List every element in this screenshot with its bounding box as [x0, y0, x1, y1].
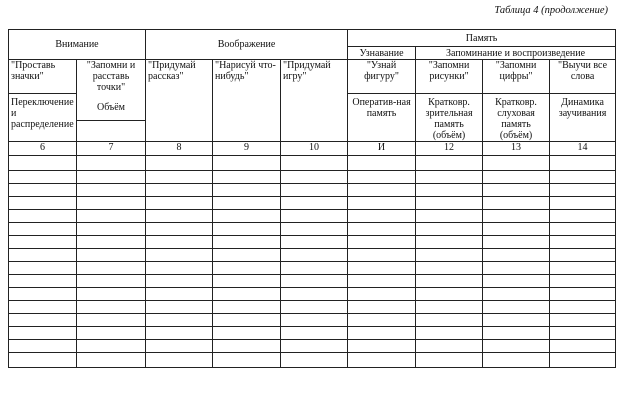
table-cell	[9, 197, 77, 210]
task-header: "Узнай фигуру"	[348, 60, 416, 94]
table-cell	[348, 301, 416, 314]
table-cell	[483, 249, 550, 262]
table-cell	[550, 210, 616, 223]
table-cell	[483, 353, 550, 368]
table-cell	[281, 197, 348, 210]
table-cell	[348, 223, 416, 236]
table-cell	[77, 301, 146, 314]
table-cell	[213, 184, 281, 197]
table-cell	[213, 197, 281, 210]
table-row	[9, 314, 616, 327]
task-header: "Выучи все слова	[550, 60, 616, 94]
ability-label: Кратковр. зрительная память (объём)	[416, 94, 483, 142]
table-cell	[213, 353, 281, 368]
table-cell	[146, 353, 213, 368]
table-cell	[281, 223, 348, 236]
table-cell	[416, 262, 483, 275]
table-cell	[213, 156, 281, 171]
table-cell	[213, 210, 281, 223]
group-memory: Память	[348, 30, 616, 47]
table-cell	[9, 249, 77, 262]
table-cell	[146, 210, 213, 223]
table-cell	[9, 275, 77, 288]
table-row	[9, 262, 616, 275]
table-cell	[146, 340, 213, 353]
table-row	[9, 197, 616, 210]
table-cell	[483, 156, 550, 171]
group-imagination: Воображение	[146, 30, 348, 60]
table-cell	[77, 121, 146, 142]
table-cell	[416, 236, 483, 249]
table-cell	[483, 288, 550, 301]
column-numbers-row	[9, 142, 616, 156]
table-row	[9, 171, 616, 184]
table-cell	[550, 171, 616, 184]
table-cell	[9, 262, 77, 275]
task-header-text: "Запомни и расставь точки"	[86, 60, 136, 93]
table-cell	[416, 301, 483, 314]
table-cell	[77, 171, 146, 184]
table-cell	[281, 301, 348, 314]
table-cell	[550, 249, 616, 262]
table-cell	[416, 249, 483, 262]
task-header: "Придумай рассказ"	[146, 60, 213, 142]
table-row	[9, 249, 616, 262]
task-header	[77, 60, 146, 121]
table-cell	[213, 301, 281, 314]
table-cell	[348, 197, 416, 210]
column-number: 6	[9, 142, 77, 156]
subgroup-recognition: Узнавание	[348, 47, 416, 60]
table-cell	[77, 353, 146, 368]
table-cell	[146, 301, 213, 314]
table-cell	[281, 314, 348, 327]
table-cell	[483, 236, 550, 249]
table-cell	[550, 236, 616, 249]
table-cell	[213, 236, 281, 249]
table-cell	[483, 327, 550, 340]
table-row	[9, 184, 616, 197]
table-row	[9, 340, 616, 353]
table-cell	[416, 223, 483, 236]
table-cell	[77, 210, 146, 223]
table-cell	[281, 262, 348, 275]
group-attention: Внимание	[9, 30, 146, 60]
table-cell	[550, 288, 616, 301]
table-row	[9, 236, 616, 249]
results-table	[8, 29, 616, 368]
column-number: 9	[213, 142, 281, 156]
table-cell	[77, 197, 146, 210]
table-cell	[213, 249, 281, 262]
table-cell	[146, 249, 213, 262]
column-number: 7	[77, 142, 146, 156]
table-cell	[348, 249, 416, 262]
table-cell	[281, 249, 348, 262]
table-cell	[550, 197, 616, 210]
table-cell	[77, 288, 146, 301]
table-cell	[213, 223, 281, 236]
table-cell	[416, 340, 483, 353]
table-cell	[77, 340, 146, 353]
table-cell	[348, 314, 416, 327]
column-number: 10	[281, 142, 348, 156]
table-cell	[416, 197, 483, 210]
table-cell	[77, 249, 146, 262]
table-cell	[550, 327, 616, 340]
task-header: "Нарисуй что-нибудь"	[213, 60, 281, 142]
table-cell	[77, 262, 146, 275]
table-cell	[281, 171, 348, 184]
table-cell	[281, 327, 348, 340]
table-cell	[9, 171, 77, 184]
table-cell	[146, 262, 213, 275]
table-cell	[348, 236, 416, 249]
table-cell	[550, 262, 616, 275]
table-cell	[416, 184, 483, 197]
table-cell	[281, 210, 348, 223]
table-cell	[77, 184, 146, 197]
table-cell	[9, 327, 77, 340]
table-cell	[281, 288, 348, 301]
table-cell	[281, 275, 348, 288]
table-cell	[416, 314, 483, 327]
table-cell	[483, 262, 550, 275]
column-number: 12	[416, 142, 483, 156]
table-cell	[550, 301, 616, 314]
table-cell	[483, 171, 550, 184]
table-cell	[213, 327, 281, 340]
table-cell	[483, 223, 550, 236]
table-cell	[9, 353, 77, 368]
table-row	[9, 288, 616, 301]
table-cell	[9, 288, 77, 301]
column-number: 14	[550, 142, 616, 156]
table-cell	[416, 275, 483, 288]
table-cell	[348, 184, 416, 197]
table-cell	[348, 171, 416, 184]
table-row	[9, 301, 616, 314]
table-cell	[483, 210, 550, 223]
table-cell	[281, 184, 348, 197]
table-cell	[550, 184, 616, 197]
table-cell	[483, 197, 550, 210]
table-cell	[483, 301, 550, 314]
table-cell	[550, 314, 616, 327]
task-header: "Придумай игру"	[281, 60, 348, 142]
task-header: "Запомни рисунки"	[416, 60, 483, 94]
table-cell	[416, 327, 483, 340]
table-cell	[146, 197, 213, 210]
table-cell	[550, 223, 616, 236]
table-cell	[146, 223, 213, 236]
table-cell	[348, 262, 416, 275]
table-cell	[146, 327, 213, 340]
table-cell	[348, 275, 416, 288]
table-row	[9, 353, 616, 368]
table-cell	[146, 236, 213, 249]
table-cell	[281, 340, 348, 353]
table-cell	[348, 353, 416, 368]
table-cell	[416, 288, 483, 301]
table-cell	[146, 275, 213, 288]
table-cell	[9, 223, 77, 236]
table-cell	[146, 171, 213, 184]
table-cell	[77, 314, 146, 327]
table-cell	[9, 156, 77, 171]
table-cell	[9, 236, 77, 249]
table-cell	[9, 210, 77, 223]
table-cell	[146, 156, 213, 171]
column-number: 13	[483, 142, 550, 156]
column-number: 8	[146, 142, 213, 156]
table-cell	[348, 327, 416, 340]
task-header: "Проставь значки"	[9, 60, 77, 94]
subgroup-memorizing: Запоминание и воспроизведение	[416, 47, 616, 60]
task-header: "Запомни цифры"	[483, 60, 550, 94]
table-cell	[416, 156, 483, 171]
table-cell	[77, 327, 146, 340]
table-cell	[77, 156, 146, 171]
table-caption: Таблица 4 (продолжение)	[494, 5, 608, 16]
table-cell	[483, 340, 550, 353]
table-cell	[416, 210, 483, 223]
table-cell	[77, 275, 146, 288]
column-number: И	[348, 142, 416, 156]
ability-label: Оператив-ная память	[348, 94, 416, 142]
table-cell	[213, 288, 281, 301]
table-cell	[9, 301, 77, 314]
table-cell	[348, 156, 416, 171]
table-cell	[483, 184, 550, 197]
table-cell	[416, 171, 483, 184]
table-cell	[9, 340, 77, 353]
table-cell	[281, 236, 348, 249]
table-cell	[213, 314, 281, 327]
table-row	[9, 156, 616, 171]
table-cell	[77, 236, 146, 249]
table-cell	[9, 184, 77, 197]
table-row	[9, 275, 616, 288]
table-cell	[146, 184, 213, 197]
ability-label: Кратковр. слуховая память (объём)	[483, 94, 550, 142]
table-cell	[77, 223, 146, 236]
table-cell	[9, 314, 77, 327]
table-cell	[146, 288, 213, 301]
ability-label: Объём	[97, 102, 125, 113]
table-cell	[550, 275, 616, 288]
table-cell	[213, 171, 281, 184]
table-cell	[213, 262, 281, 275]
table-cell	[348, 288, 416, 301]
table-cell	[483, 275, 550, 288]
table-cell	[213, 340, 281, 353]
ability-label: Динамика заучивания	[550, 94, 616, 142]
table-cell	[416, 353, 483, 368]
table-cell	[483, 314, 550, 327]
table-cell	[348, 210, 416, 223]
ability-label: Переключение и распределение	[9, 94, 77, 142]
table-cell	[146, 314, 213, 327]
table-row	[9, 223, 616, 236]
table-cell	[550, 353, 616, 368]
table-cell	[550, 156, 616, 171]
table-cell	[348, 340, 416, 353]
table-row	[9, 327, 616, 340]
table-cell	[281, 156, 348, 171]
table-cell	[281, 353, 348, 368]
table-cell	[550, 340, 616, 353]
table-row	[9, 210, 616, 223]
table-cell	[213, 275, 281, 288]
